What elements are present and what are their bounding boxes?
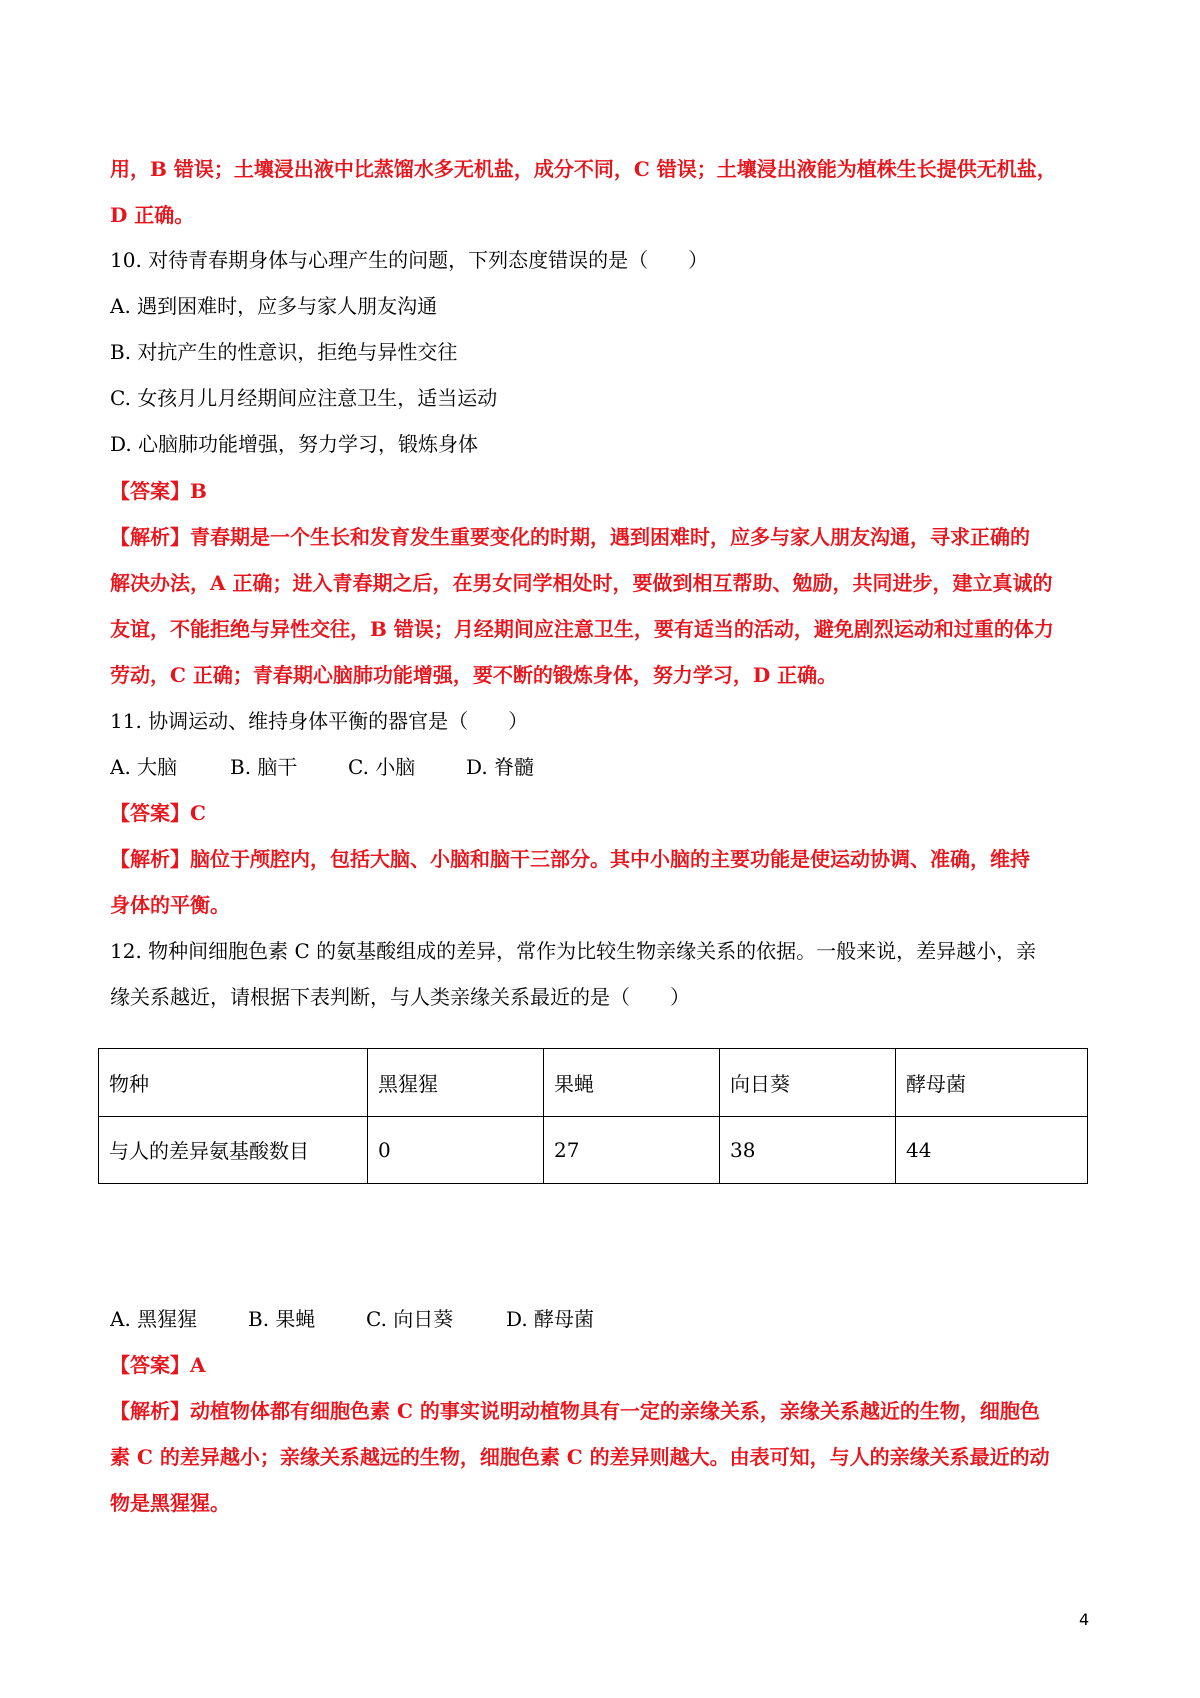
question-10-analysis-line: 解决办法，A 正确；进入青春期之后，在男女同学相处时，要做到相互帮助、勉励，共同进步，建立真诚的 <box>110 571 1053 595</box>
question-10-analysis-line <box>110 523 1030 551</box>
analysis-continuation-line: D 正确。 <box>110 203 195 227</box>
answer-value: A <box>190 1353 206 1377</box>
answer-value: C <box>190 801 206 825</box>
answer-tag: 【答案】 <box>110 801 190 825</box>
question-12-stem: 12. 物种间细胞色素 C 的氨基酸组成的差异，常作为比较生物亲缘关系的依据。一般来说，差异越小，亲 <box>110 939 1037 963</box>
analysis-tag: 【解析】 <box>110 847 190 871</box>
question-11-analysis-line <box>110 845 1030 873</box>
question-12-option-a: A. 黑猩猩 <box>110 1307 198 1331</box>
page-number: 4 <box>1079 1610 1090 1629</box>
analysis-tag: 【解析】 <box>110 1399 190 1423</box>
table-cell: 38 <box>720 1116 896 1184</box>
question-12-option-b: B. 果蝇 <box>248 1307 316 1331</box>
question-12-answer <box>110 1351 206 1379</box>
analysis-tag: 【解析】 <box>110 525 190 549</box>
species-difference-table <box>98 1048 1088 1184</box>
question-11-option-b: B. 脑干 <box>230 755 298 779</box>
analysis-text: 青春期是一个生长和发育发生重要变化的时期，遇到困难时，应多与家人朋友沟通，寻求正确的 <box>190 525 1030 549</box>
question-10-option-c: C. 女孩月儿月经期间应注意卫生，适当运动 <box>110 386 498 410</box>
analysis-text: 脑位于颅腔内，包括大脑、小脑和脑干三部分。其中小脑的主要功能是使运动协调、准确，维持 <box>190 847 1030 871</box>
question-11-stem: 11. 协调运动、维持身体平衡的器官是（ ） <box>110 709 529 733</box>
question-10-answer <box>110 477 207 505</box>
question-12-analysis-line: 物是黑猩猩。 <box>110 1491 230 1515</box>
analysis-text: 动植物体都有细胞色素 C 的事实说明动植物具有一定的亲缘关系，亲缘关系越近的生物，细胞色 <box>190 1399 1040 1423</box>
question-12-analysis-line: 素 C 的差异越小；亲缘关系越远的生物，细胞色素 C 的差异则越大。由表可知，与人的亲缘关系最近的动 <box>110 1445 1050 1469</box>
question-10-option-d: D. 心脑肺功能增强，努力学习，锻炼身体 <box>110 432 479 456</box>
table-cell: 物种 <box>99 1049 368 1117</box>
question-10-analysis-line: 劳动，C 正确；青春期心脑肺功能增强，要不断的锻炼身体，努力学习，D 正确。 <box>110 663 838 687</box>
question-10-option-b: B. 对抗产生的性意识，拒绝与异性交往 <box>110 340 458 364</box>
question-11-option-c: C. 小脑 <box>348 755 416 779</box>
table-cell: 果蝇 <box>544 1049 720 1117</box>
question-11-options <box>110 753 534 781</box>
analysis-continuation-line: 用，B 错误；土壤浸出液中比蒸馏水多无机盐，成分不同，C 错误；土壤浸出液能为植株生长提供无机盐， <box>110 157 1057 181</box>
question-12-stem: 缘关系越近，请根据下表判断，与人类亲缘关系最近的是（ ） <box>110 985 690 1009</box>
question-12-option-d: D. 酵母菌 <box>506 1307 595 1331</box>
table-cell: 44 <box>896 1116 1088 1184</box>
question-11-answer <box>110 799 206 827</box>
table-cell: 27 <box>544 1116 720 1184</box>
question-11-option-d: D. 脊髓 <box>466 755 535 779</box>
question-11-option-a: A. 大脑 <box>110 755 178 779</box>
question-12-option-c: C. 向日葵 <box>366 1307 454 1331</box>
question-12-options <box>110 1305 594 1333</box>
table-cell: 与人的差异氨基酸数目 <box>99 1116 368 1184</box>
table-cell: 酵母菌 <box>896 1049 1088 1117</box>
question-10-analysis-line: 友谊，不能拒绝与异性交往，B 错误；月经期间应注意卫生，要有适当的活动，避免剧烈运动和过重的体力 <box>110 617 1054 641</box>
table-row <box>99 1049 1088 1117</box>
answer-value: B <box>190 479 207 503</box>
answer-tag: 【答案】 <box>110 479 190 503</box>
table-cell: 黑猩猩 <box>368 1049 544 1117</box>
question-10-stem: 10. 对待青春期身体与心理产生的问题，下列态度错误的是（ ） <box>110 248 709 272</box>
table-cell: 0 <box>368 1116 544 1184</box>
table-row <box>99 1116 1088 1184</box>
table-cell: 向日葵 <box>720 1049 896 1117</box>
question-11-analysis-line: 身体的平衡。 <box>110 893 230 917</box>
question-10-option-a: A. 遇到困难时，应多与家人朋友沟通 <box>110 294 438 318</box>
question-12-analysis-line <box>110 1397 1040 1425</box>
answer-tag: 【答案】 <box>110 1353 190 1377</box>
